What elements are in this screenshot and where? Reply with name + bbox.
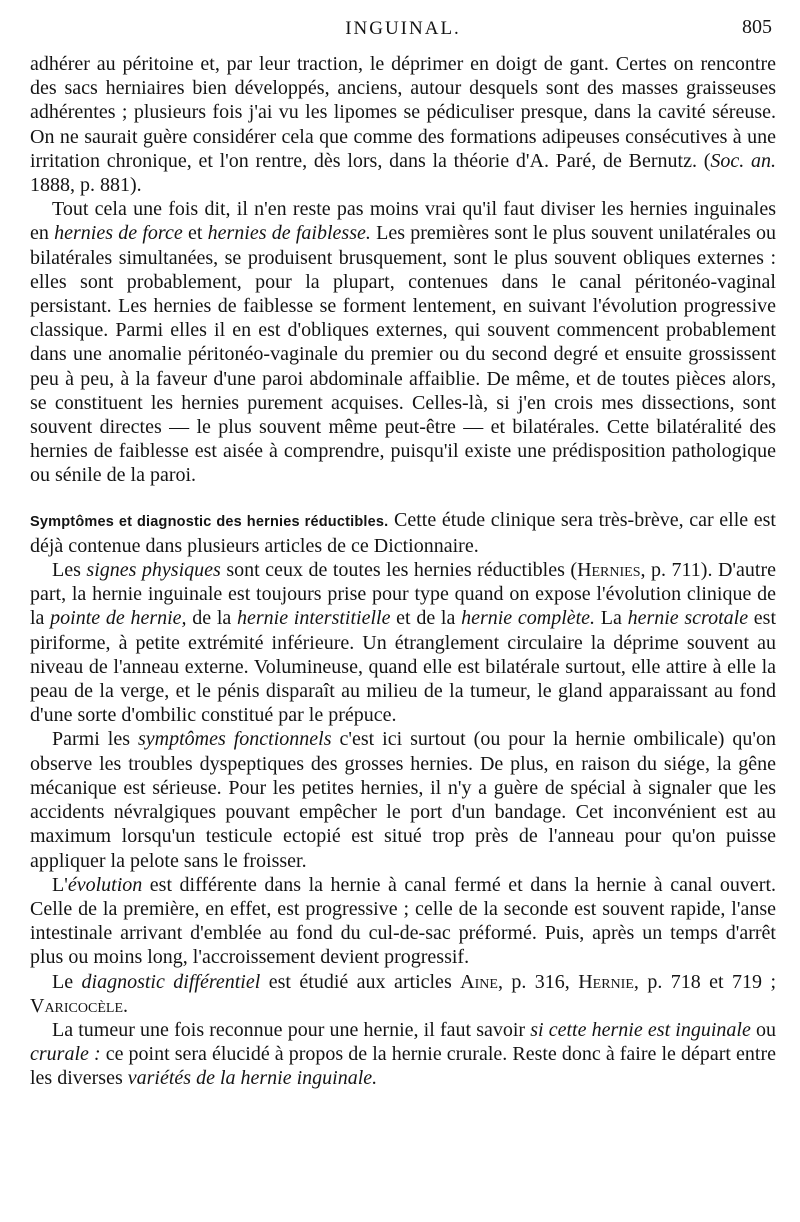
text-run: 1888, p. 881). bbox=[30, 174, 142, 197]
italic-term: hernie complète. bbox=[461, 607, 596, 630]
document-page bbox=[30, 12, 776, 1091]
page-body bbox=[30, 52, 776, 1091]
text-run: est différente dans la hernie à canal fermé et dans la hernie à canal ouvert. Celle de la première, en effet, est progressive ; celle de la seconde est souvent rapide, l'anse intestinale arrivant d'emblée au fond du cul-de-sac préformé. Puis, après un temps d'arrêt plus ou moins long, l'accroissement devient progressif. bbox=[30, 873, 776, 969]
italic-term: hernies de faiblesse. bbox=[207, 222, 371, 245]
italic-term: hernie interstitielle bbox=[237, 607, 391, 630]
italic-term: symptômes fonctionnels bbox=[137, 728, 332, 751]
italic-term: hernies de force bbox=[54, 222, 183, 245]
text-run: Les bbox=[52, 559, 87, 582]
paragraph-lipomes bbox=[30, 52, 776, 197]
text-run: ou bbox=[750, 1018, 776, 1041]
text-run: de la bbox=[186, 607, 237, 630]
italic-term: diagnostic différentiel bbox=[81, 970, 261, 993]
text-run: , p. 316, bbox=[497, 970, 579, 993]
paragraph-force-faiblesse bbox=[30, 197, 776, 487]
section-heading: Symptômes et diagnostic des hernies réductibles. bbox=[30, 513, 389, 530]
italic-term: si cette hernie est inguinale bbox=[530, 1018, 751, 1041]
text-run: ce point sera élucidé à propos de la hernie crurale. Reste donc à faire le départ entre les diverses bbox=[30, 1043, 776, 1090]
text-run: L' bbox=[52, 873, 68, 896]
cross-reference: Hernie bbox=[578, 970, 634, 993]
italic-term: hernie scrotale bbox=[627, 607, 749, 630]
text-run: sont ceux de toutes les hernies réductibles ( bbox=[220, 559, 578, 582]
cross-reference: Varicocèle bbox=[30, 994, 123, 1017]
paragraph-diagnostic bbox=[30, 970, 776, 1018]
text-run: et bbox=[182, 222, 208, 245]
text-run: est piriforme, à petite extrémité inférieure. Un étranglement circulaire la déprime souvent au niveau de l'anneau externe. Volumineuse, quand elle est bilatérale surtout, elle attire à elle la peau de la verge, et le pénis disparaît au milieu de la tumeur, le gland apparaissant au fond d'une sorte d'ombilic constitué par le prépuce. bbox=[30, 607, 777, 727]
paragraph-symptomes-fonctionnels bbox=[30, 727, 776, 872]
text-run: , p. 718 et 719 ; bbox=[633, 970, 777, 993]
text-run: La tumeur une fois reconnue pour une hernie, il faut savoir bbox=[52, 1018, 531, 1041]
text-run: Le bbox=[52, 970, 82, 993]
paragraph-signes-physiques bbox=[30, 558, 776, 727]
text-run: Les premières sont le plus souvent unilatérales ou bilatérales simultanées, se produisent brusquement, sont le plus souvent obliques externes : elles sont probablement, pour la plupart, contenues dans le canal péritonéo-vaginal persistant. Les hernies de faiblesse se forment lentement, en suivant l'évolution progressive classique. Parmi elles il en est d'obliques externes, qui souvent commencent probablement dans une anomalie péritonéo-vaginale du premier ou du second degré et ensuite grossissent peu à peu, à la faveur d'une paroi abdominale affaiblie. De même, et de toutes pièces alors, se constituent les hernies purement acquises. Celles-là, si j'en crois mes dissections, sont souvent directes — le plus souvent même peut-être — et bilatérales. Cette bilatéralité des hernies de faiblesse est aisée à comprendre, puisqu'il existe une prédisposition pathologique ou sénile de la paroi. bbox=[30, 222, 777, 487]
text-run: c'est ici surtout (ou pour la hernie ombilicale) qu'on observe les troubles dyspeptiques des grosses hernies. De plus, en raison du siége, la gêne mécanique est sérieuse. Pour les petites hernies, il n'y a guère de spécial à signaler que les accidents névralgiques pouvant empêcher le port d'un bandage. Cet inconvénient est au maximum lorsqu'un testicule ectopié est situé trop près de l'anneau pour qu'on puisse appliquer la pelote sans le froisser. bbox=[30, 728, 776, 872]
cross-reference: Aine bbox=[460, 970, 498, 993]
italic-term: crurale : bbox=[30, 1043, 101, 1066]
text-run: Parmi les bbox=[52, 728, 138, 751]
italic-term: pointe de hernie, bbox=[50, 607, 187, 630]
text-run: et de la bbox=[390, 607, 462, 630]
italic-term: variétés de la hernie inguinale. bbox=[127, 1067, 378, 1090]
paragraph-tumeur bbox=[30, 1018, 776, 1091]
text-run: , p. 711). D'autre part, la hernie inguinale est toujours prise pour type quand on expose l'évolution clinique de la bbox=[30, 559, 776, 630]
cross-reference: Hernies bbox=[577, 559, 641, 582]
text-run: est étudié aux articles bbox=[260, 970, 461, 993]
text-run: Cette étude clinique sera très-brève, car elle est déjà contenue dans plusieurs articles de ce Dictionnaire. bbox=[30, 508, 776, 557]
text-run: adhérer au péritoine et, par leur traction, le déprimer en doigt de gant. Certes on rencontre des sacs herniaires bien développés, anciens, autour desquels sont des masses graisseuses adhérentes ; plusieurs fois j'ai vu les lipomes se pédiculiser presque, dans la cavité séreuse. On ne saurait guère considérer cela que comme des formations adipeuses consécutives à une irritation chronique, et l'on rentre, dès lors, dans la théorie d'A. Paré, de Bernutz. ( bbox=[30, 53, 776, 172]
text-run: La bbox=[595, 607, 628, 630]
page-header bbox=[30, 12, 776, 52]
page-number: 805 bbox=[742, 16, 772, 38]
paragraph-symptomes bbox=[30, 508, 776, 558]
text-run: . bbox=[123, 994, 128, 1017]
italic-term: évolution bbox=[67, 873, 143, 896]
running-head: INGUINAL. bbox=[345, 18, 461, 39]
citation-italic: Soc. an. bbox=[710, 149, 776, 172]
text-run: Tout cela une fois dit, il n'en reste pas moins vrai qu'il faut diviser les hernies inguinales en bbox=[30, 198, 776, 245]
italic-term: signes physiques bbox=[86, 559, 221, 582]
section-gap bbox=[30, 488, 776, 508]
paragraph-evolution bbox=[30, 873, 776, 970]
